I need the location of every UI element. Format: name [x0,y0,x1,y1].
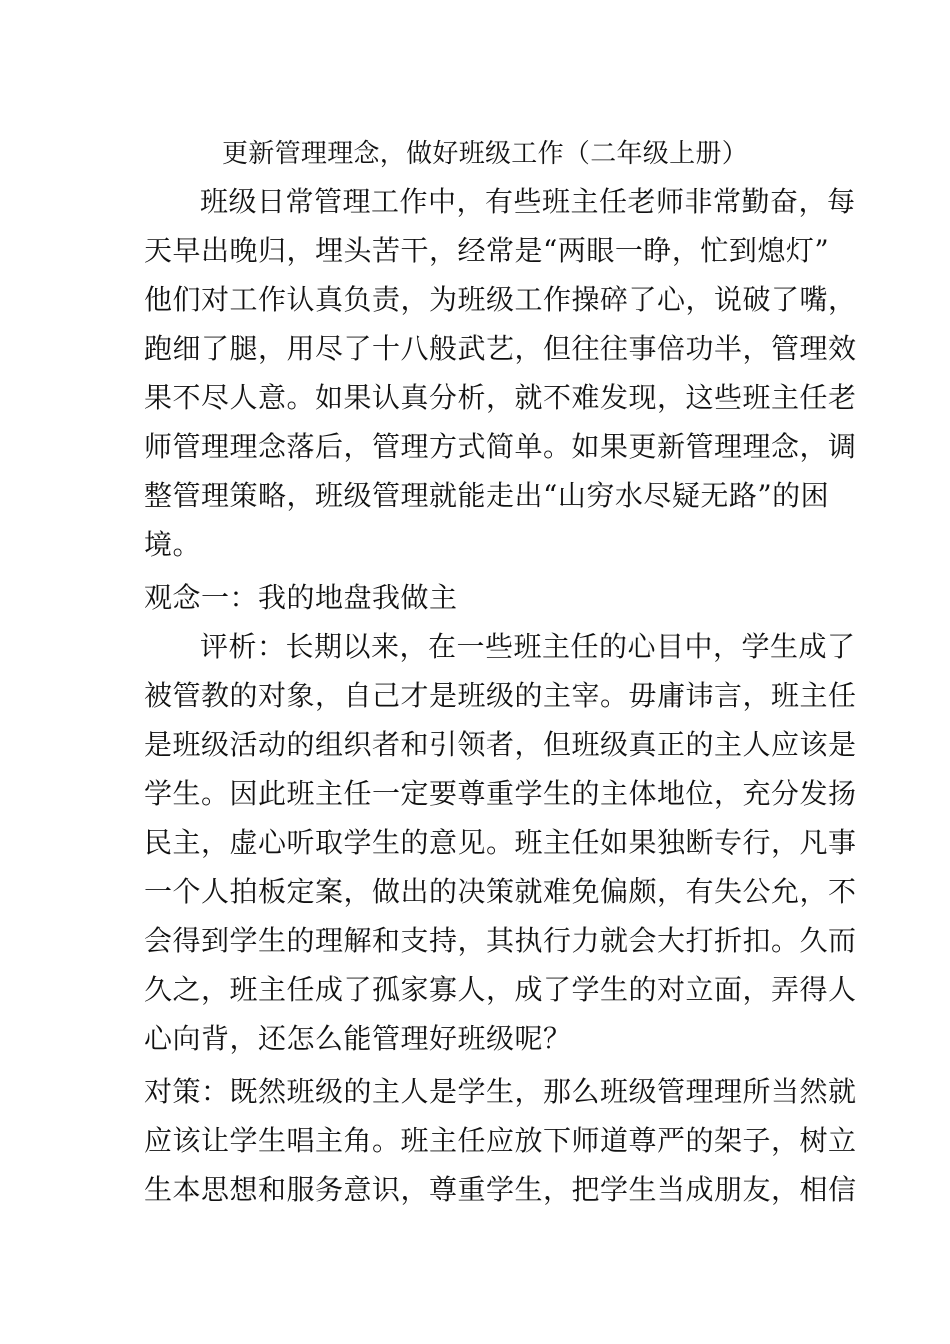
paragraph-line: 会得到学生的理解和支持，其执行力就会大打折扣。久而 [144,924,857,957]
paragraph-line: 整管理策略，班级管理就能走出“山穷水尽疑无路”的困 [144,479,830,512]
paragraph-line: 久之，班主任成了孤家寡人，成了学生的对立面，弄得人 [144,973,857,1006]
paragraph-line: 师管理理念落后，管理方式简单。如果更新管理理念，调 [144,430,857,463]
paragraph-line: 生本思想和服务意识，尊重学生，把学生当成朋友，相信 [144,1173,857,1206]
paragraph-line: 一个人拍板定案，做出的决策就难免偏颇，有失公允，不 [144,875,857,908]
paragraph-line: 被管教的对象，自己才是班级的主宰。毋庸讳言，班主任 [144,679,857,712]
paragraph-line: 是班级活动的组织者和引领者，但班级真正的主人应该是 [144,728,857,761]
paragraph-line: 跑细了腿，用尽了十八般武艺，但往往事倍功半，管理效 [144,332,857,365]
paragraph-line: 果不尽人意。如果认真分析，就不难发现，这些班主任老 [144,381,857,414]
paragraph-line: 境。 [144,528,202,561]
paragraph-line: 对策：既然班级的主人是学生，那么班级管理理所当然就 [144,1075,857,1108]
paragraph-line: 应该让学生唱主角。班主任应放下师道尊严的架子，树立 [144,1124,857,1157]
paragraph-line: 民主，虚心听取学生的意见。班主任如果独断专行，凡事 [144,826,857,859]
document-title: 更新管理理念，做好班级工作（二年级上册） [222,139,749,169]
paragraph-line: 班级日常管理工作中，有些班主任老师非常勤奋，每 [200,185,856,218]
section-heading: 观念一：我的地盘我做主 [144,581,458,614]
paragraph-line: 心向背，还怎么能管理好班级呢？ [144,1022,572,1055]
paragraph-line: 评析：长期以来，在一些班主任的心目中，学生成了 [200,630,856,663]
paragraph-line: 天早出晚归，埋头苦干，经常是“两眼一睁，忙到熄灯” [144,234,830,267]
paragraph-line: 他们对工作认真负责，为班级工作操碎了心，说破了嘴， [144,283,857,316]
paragraph-line: 学生。因此班主任一定要尊重学生的主体地位，充分发扬 [144,777,857,810]
